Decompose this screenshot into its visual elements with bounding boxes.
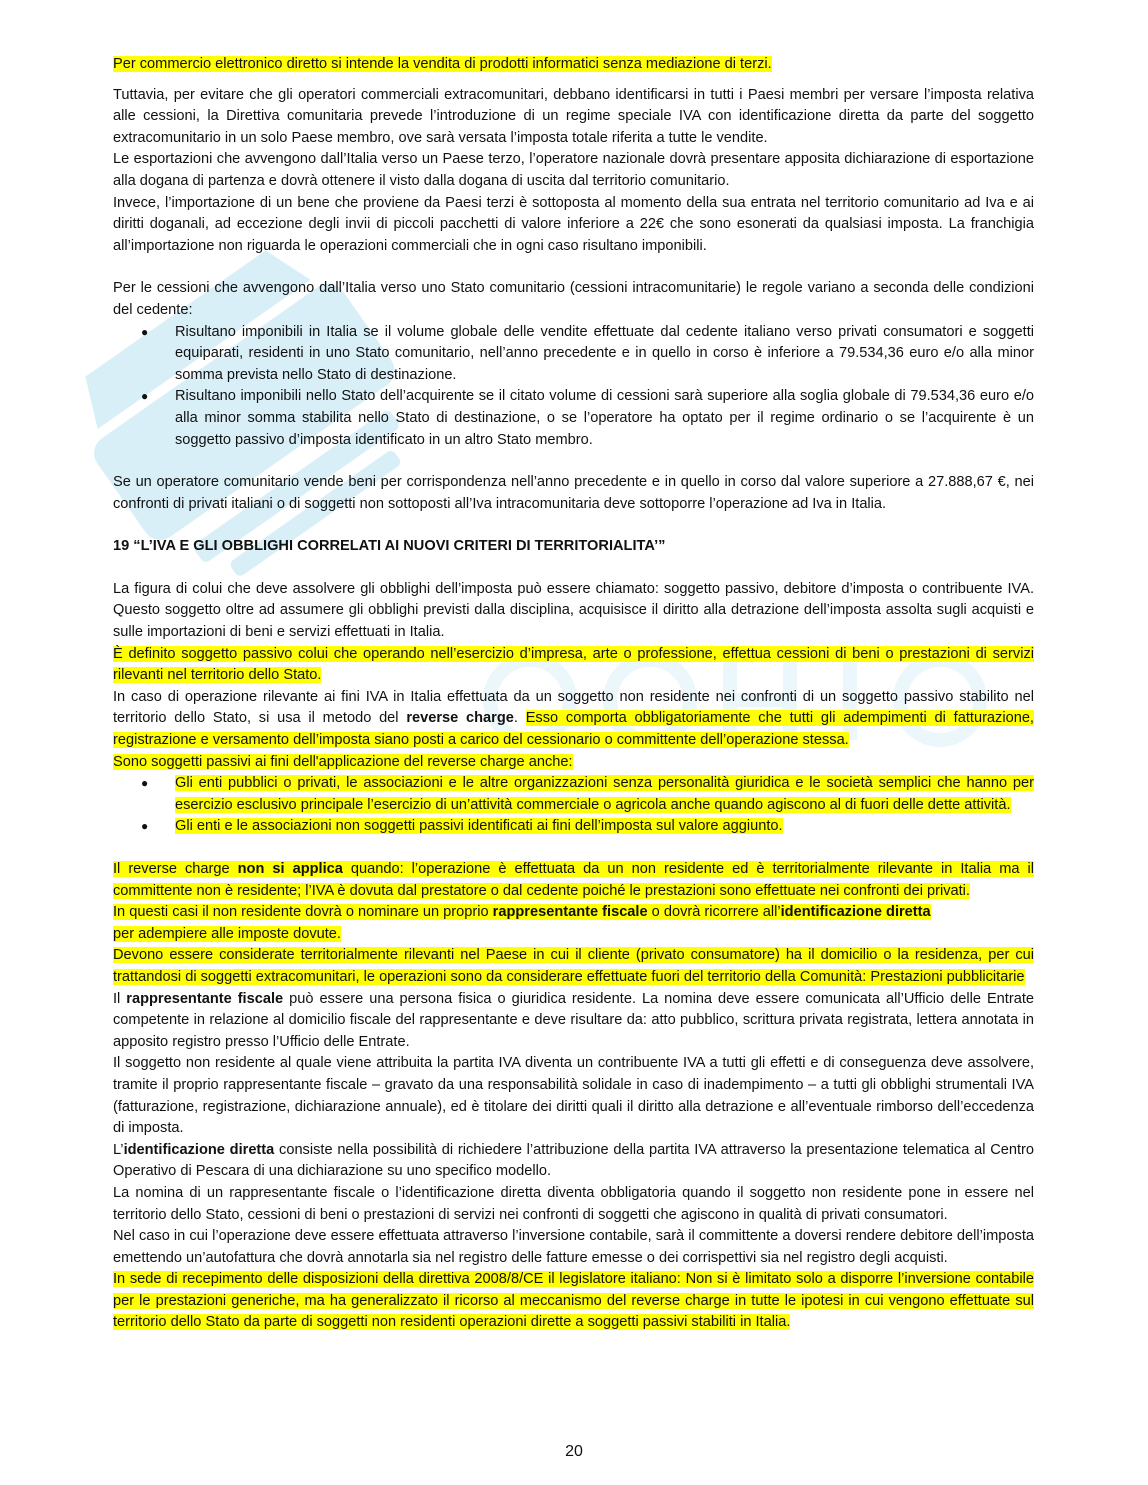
paragraph-esportazioni: Le esportazioni che avvengono dall’Italia verso un Paese terzo, l’operatore nazionale dovrà presentare apposita dichiarazione di esportazione alla dogana di partenza e dovrà ottenere il visto dalla dogana di uscita dal territorio comunitario.	[113, 151, 1034, 189]
paragraph-soggetti-passivi-anche: Sono soggetti passivi ai fini dell'applicazione del reverse charge anche:	[113, 753, 573, 770]
document-page	[113, 54, 1034, 1334]
bullet-icon: ●	[141, 324, 149, 339]
paragraph-inversione-contabile: Nel caso in cui l’operazione deve essere effettuata attraverso l’inversione contabile, sarà il committente a doversi rendere debitore dell’imposta emettendo un’autofattura che dovrà annotarla sia nel registro delle fatture emesse o dei corrispettivi sia nel registro degli acquisti.	[113, 1228, 1034, 1266]
bullet-icon: ●	[141, 819, 149, 834]
paragraph-identificazione-diretta: L’identificazione diretta consiste nella possibilità di richiedere l’attribuzione della partita IVA attraverso la presentazione telematica al Centro Operativo di Pescara di una dichiarazione su uno specifico modello.	[113, 1141, 1035, 1180]
paragraph-importazione: Invece, l’importazione di un bene che proviene da Paesi terzi è sottoposta al momento della sua entrata nel territorio comunitario ad Iva e ai diritti doganali, ad eccezione degli invii di piccoli pacchetti di valore inferiore a 22€ che sono esonerati da qualsiasi imposta. La franchigia all’importazione non riguarda le operazioni commerciali che in ogni caso risultano imponibili.	[113, 194, 1034, 254]
paragraph-nomina: La nomina di un rappresentante fiscale o l’identificazione diretta diventa obbligatoria quando il soggetto non residente pone in essere nel territorio dello Stato, cessioni di beni o prestazioni di servizi nei confronti di soggetti che agiscono in qualità di privati consumatori.	[113, 1184, 1034, 1223]
paragraph-reverse-charge: In caso di operazione rilevante ai fini IVA in Italia effettuata da un soggetto non residente nei confronti di un soggetto passivo stabilito nel territorio dello Stato, si usa il metodo del reverse charge. Esso comporta obbligatoriamente che tutti gli adempimenti di fatturazione, registrazione e versamento dell’imposta siano posti a carico del cessionario o committente dell’operazione stessa.	[113, 688, 1034, 749]
paragraph-definizione: È definito soggetto passivo colui che operando nell’esercizio d’impresa, arte o professione, effettua cessioni di beni o prestazioni di servizi rilevanti nel territorio dello Stato.	[113, 645, 1034, 684]
bullet-list-enti	[113, 773, 1034, 838]
paragraph-direttiva: In sede di recepimento delle disposizioni della direttiva 2008/8/CE il legislatore italiano: Non si è limitato solo a disporre l’inversione contabile per le prestazioni generiche, ma ha generalizzato il ricorso al meccanismo del reverse charge in tutte le ipotesi in cui vengono effettuate sul territorio dello Stato da parte di soggetti non residenti operazioni dirette a soggetti passivi stabiliti in Italia.	[113, 1271, 1034, 1331]
list-item: ● Risultano imponibili nello Stato dell’acquirente se il citato volume di cessioni sarà superiore alla soglia globale di 79.534,36 euro e/o alla minor somma stabilita nello Stato di destinazione, o se l’operatore ha optato per il regime ordinario o se l’acquirente è un soggetto passivo d’imposta identificato in un altro Stato membro.	[141, 388, 1034, 448]
paragraph-vendite-corrispondenza: Se un operatore comunitario vende beni per corrispondenza nell’anno precedente e in quello in corso dal valore superiore a 27.888,67 €, nei confronti di privati italiani o di soggetti non sottoposti all’Iva intracomunitaria deve sottoporre l’operazione ad Iva in Italia.	[113, 474, 1034, 512]
paragraph-non-si-applica: Il reverse charge non si applica quando: l’operazione è effettuata da un non residente ed è territorialmente rilevante in Italia ma il committente non è residente; l’IVA è dovuta dal prestatore o dal cedente poiché le prestazioni sono effettuate nei confronti dei privati.	[113, 861, 1034, 899]
paragraph-rappresentante: In questi casi il non residente dovrà o nominare un proprio rappresentante fiscale o dovrà ricorrere all’identificazione diretta	[113, 904, 931, 921]
paragraph-regime-speciale: Tuttavia, per evitare che gli operatori commerciali extracomunitari, debbano identificarsi in tutti i Paesi membri per versare l’imposta relativa alle cessioni, la Direttiva comunitaria prevede l’introduzione di un regime speciale IVA con identificazione diretta da parte del soggetto extracomunitario in un solo Paese membro, ove sarà versata l’imposta totale riferita a tutte le vendite.	[113, 86, 1034, 146]
bullet-icon: ●	[141, 389, 149, 404]
paragraph-ecommerce: Per commercio elettronico diretto si intende la vendita di prodotti informatici senza mediazione di terzi.	[113, 56, 772, 72]
paragraph-territorialmente: Devono essere considerate territorialmente rilevanti nel Paese in cui il cliente (privato consumatore) ha il domicilio o la residenza, per cui trattandosi di soggetti extracomunitari, le operazioni sono da considerare effettuate fuori del territorio della Comunità: Prestazioni pubblicitarie	[113, 947, 1034, 985]
bullet-icon: ●	[141, 776, 149, 791]
bullet-list-cedente	[113, 322, 1034, 452]
list-item: ● Risultano imponibili in Italia se il volume globale delle vendite effettuate dal cedente italiano verso privati consumatori e soggetti equiparati, residenti in uno Stato comunitario, nell’anno precedente e in quello in corso è inferiore a 79.534,36 euro e/o alla minor somma prevista nello Stato di destinazione.	[141, 323, 1034, 383]
section-heading: 19 “L’IVA E GLI OBBLIGHI CORRELATI AI NUOVI CRITERI DI TERRITORIALITA’”	[113, 538, 666, 555]
paragraph-adempiere: per adempiere alle imposte dovute.	[113, 925, 341, 942]
page-number: 20	[565, 1443, 583, 1460]
paragraph-cessioni-intracomunitarie: Per le cessioni che avvengono dall’Italia verso uno Stato comunitario (cessioni intracomunitarie) le regole variano a seconda delle condizioni del cedente:	[113, 280, 1034, 318]
paragraph-partita-iva: Il soggetto non residente al quale viene attribuita la partita IVA diventa un contribuente IVA a tutti gli effetti e di conseguenza deve assolvere, tramite il proprio rappresentante fiscale – gravato da una responsabilità solidale in caso di inadempimento – a tutti gli obblighi strumentali IVA (fatturazione, registrazione, dichiarazione annuale), ed è titolare dei diritti quali il diritto alla detrazione e all’eventuale rimborso dell’eccedenza di imposta.	[113, 1055, 1034, 1137]
list-item: ● Gli enti e le associazioni non soggetti passivi identificati ai fini dell’imposta sul valore aggiunto.	[113, 816, 1034, 838]
list-item: ● Gli enti pubblici o privati, le associazioni e le altre organizzazioni senza personalità giuridica e le società semplici che hanno per esercizio esclusivo principale l’esercizio di un’attività commerciale o agricola anche quando agiscono al di fuori delle dette attività.	[141, 775, 1034, 813]
paragraph-soggetto-passivo: La figura di colui che deve assolvere gli obblighi dell’imposta può essere chiamato: soggetto passivo, debitore d’imposta o contribuente IVA. Questo soggetto oltre ad assumere gli obblighi previsti dalla disciplina, acquisisce il diritto alla detrazione dell’imposta assolta sugli acquisti e sulle importazioni di beni e servizi effettuati in Italia.	[113, 580, 1034, 641]
paragraph-rappresentante-fiscale: Il rappresentante fiscale può essere una persona fisica o giuridica residente. La nomina deve essere comunicata all’Ufficio delle Entrate competente in relazione al domicilio fiscale del rappresentante e deve risultare da: atto pubblico, scrittura privata registrata, lettera annotata in apposito registro presso l’Ufficio delle Entrate.	[113, 990, 1034, 1050]
